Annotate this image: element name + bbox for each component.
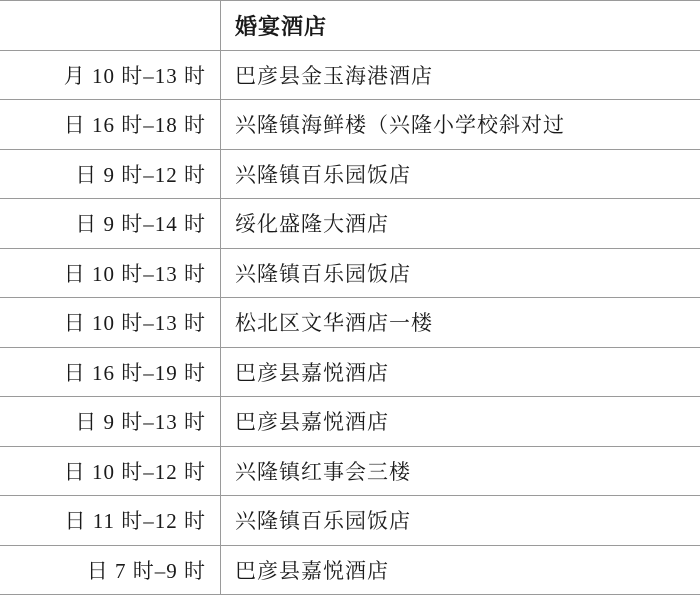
- table-row: [0, 446, 700, 496]
- table-row: [0, 397, 700, 447]
- cell-venue: 巴彦县嘉悦酒店: [221, 397, 700, 447]
- cell-venue: 绥化盛隆大酒店: [221, 199, 700, 249]
- column-header-time: [0, 1, 221, 51]
- table-row: [0, 545, 700, 595]
- cell-time: 日 16 时–18 时: [0, 100, 221, 150]
- table-row: [0, 496, 700, 546]
- cell-venue: 巴彦县嘉悦酒店: [221, 545, 700, 595]
- cell-venue: 松北区文华酒店一楼: [221, 298, 700, 348]
- cell-venue: 兴隆镇海鲜楼（兴隆小学校斜对过: [221, 100, 700, 150]
- cell-venue: 兴隆镇百乐园饭店: [221, 248, 700, 298]
- table-row: [0, 50, 700, 100]
- cell-time: 日 10 时–13 时: [0, 298, 221, 348]
- cell-time: 日 10 时–13 时: [0, 248, 221, 298]
- table-row: [0, 347, 700, 397]
- table-row: [0, 248, 700, 298]
- column-header-venue: 婚宴酒店: [221, 1, 700, 51]
- cell-venue: 兴隆镇百乐园饭店: [221, 149, 700, 199]
- cell-venue: 兴隆镇红事会三楼: [221, 446, 700, 496]
- cell-time: 日 10 时–12 时: [0, 446, 221, 496]
- cell-time: 日 16 时–19 时: [0, 347, 221, 397]
- cell-time: 日 9 时–12 时: [0, 149, 221, 199]
- cell-time: 月 10 时–13 时: [0, 50, 221, 100]
- cell-time: 日 7 时–9 时: [0, 545, 221, 595]
- cell-venue: 兴隆镇百乐园饭店: [221, 496, 700, 546]
- table-body: [0, 50, 700, 595]
- table-row: [0, 298, 700, 348]
- cell-venue: 巴彦县嘉悦酒店: [221, 347, 700, 397]
- table-row: [0, 149, 700, 199]
- cell-venue: 巴彦县金玉海港酒店: [221, 50, 700, 100]
- table-header-row: [0, 1, 700, 51]
- table-row: [0, 199, 700, 249]
- cell-time: 日 9 时–14 时: [0, 199, 221, 249]
- cell-time: 日 9 时–13 时: [0, 397, 221, 447]
- cell-time: 日 11 时–12 时: [0, 496, 221, 546]
- table-row: [0, 100, 700, 150]
